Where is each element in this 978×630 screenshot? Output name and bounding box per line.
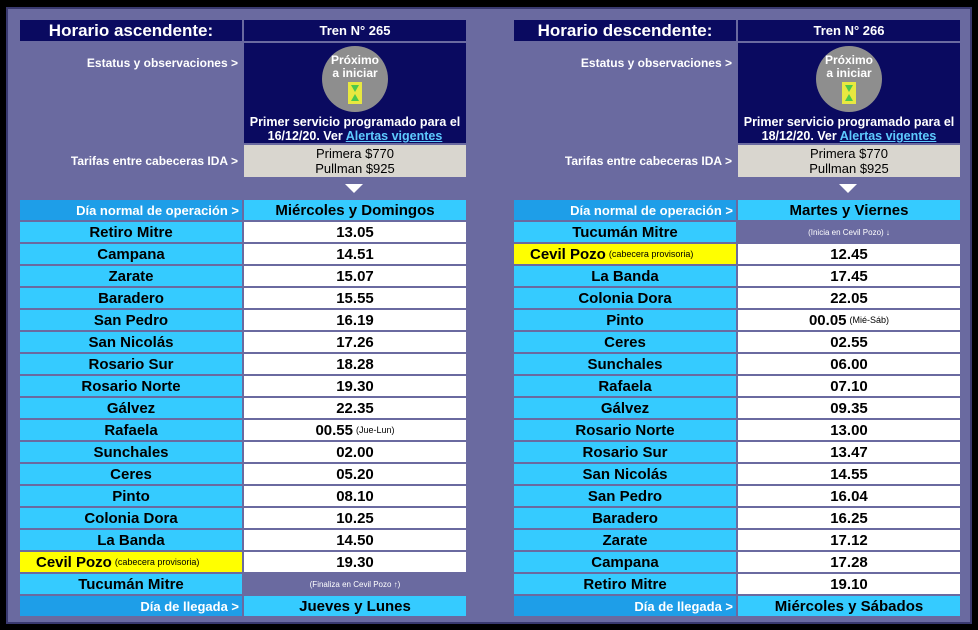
- departure-time: [244, 508, 466, 528]
- time-note: (Jue-Lun): [356, 425, 395, 435]
- time-label: 17.45: [830, 267, 868, 285]
- time-label: 17.26: [336, 333, 374, 351]
- departure-time: [244, 398, 466, 418]
- time-label: 19.30: [336, 377, 374, 395]
- table-row: [20, 266, 468, 286]
- departure-time: [738, 464, 960, 484]
- table-row: [514, 354, 962, 374]
- status-text: [744, 115, 955, 143]
- departure-time: [244, 266, 466, 286]
- time-label: 16.19: [336, 311, 374, 329]
- departure-time: [738, 420, 960, 440]
- station-name: [514, 222, 736, 242]
- alerts-link[interactable]: Alertas vigentes: [345, 129, 443, 143]
- station-label: Colonia Dora: [84, 509, 178, 527]
- arrival-label: Día de llegada >: [514, 596, 736, 616]
- fares-row: [514, 145, 962, 177]
- fare-first-class: Primera $770: [315, 146, 395, 161]
- header-row: [514, 20, 962, 41]
- departure-time: [738, 530, 960, 550]
- departure-time: [244, 420, 466, 440]
- station-name: [514, 398, 736, 418]
- station-label: Zarate: [108, 267, 154, 285]
- time-note: (Mié-Sáb): [849, 315, 890, 325]
- fares-row: [20, 145, 468, 177]
- departure-time: [738, 354, 960, 374]
- station-label: Campana: [97, 245, 165, 263]
- table-row: [20, 530, 468, 550]
- station-label: San Pedro: [587, 487, 663, 505]
- station-label: Ceres: [604, 333, 646, 351]
- departure-time: [244, 222, 466, 242]
- time-label: 00.55: [315, 421, 353, 439]
- time-label: 17.28: [830, 553, 868, 571]
- table-row: [514, 376, 962, 396]
- arrival-days: Jueves y Lunes: [244, 596, 466, 616]
- departure-time: [244, 442, 466, 462]
- station-name: [20, 552, 242, 572]
- station-label: Rosario Sur: [88, 355, 174, 373]
- departure-time: [244, 310, 466, 330]
- station-label: Baradero: [592, 509, 658, 527]
- table-row: [514, 486, 962, 506]
- station-name: [514, 574, 736, 594]
- time-label: 07.10: [830, 377, 868, 395]
- time-label: 16.04: [830, 487, 868, 505]
- time-label: 10.25: [336, 509, 374, 527]
- table-row: [514, 508, 962, 528]
- station-name: [20, 442, 242, 462]
- departure-time: [244, 530, 466, 550]
- hourglass-icon: [348, 82, 362, 104]
- time-label: (Finaliza en Cevil Pozo ↑): [309, 579, 401, 589]
- station-name: [20, 574, 242, 594]
- time-label: 19.10: [830, 575, 868, 593]
- table-row: [514, 332, 962, 352]
- time-label: 00.05: [808, 311, 847, 329]
- station-name: [514, 508, 736, 528]
- operation-label: Día normal de operación >: [20, 200, 242, 220]
- status-badge-line2: a iniciar: [826, 66, 872, 80]
- departure-time: [244, 552, 466, 572]
- status-row: [20, 43, 468, 143]
- station-label: Rafaela: [598, 377, 652, 395]
- station-note: (cabecera provisoria): [608, 249, 694, 259]
- time-label: (Inicia en Cevil Pozo) ↓: [808, 227, 890, 237]
- table-row: [20, 508, 468, 528]
- fares-label: Tarifas entre cabeceras IDA >: [564, 154, 732, 168]
- table-row: [514, 288, 962, 308]
- departure-time: [244, 354, 466, 374]
- status-badge-line1: Próximo: [824, 53, 873, 67]
- departure-time: [738, 574, 960, 594]
- fares-box: [738, 145, 960, 177]
- departure-time: [244, 376, 466, 396]
- table-row: [20, 442, 468, 462]
- station-label: Retiro Mitre: [89, 223, 173, 241]
- station-label: Rosario Norte: [81, 377, 181, 395]
- station-name: [20, 530, 242, 550]
- table-row: [514, 574, 962, 594]
- station-name: [20, 376, 242, 396]
- station-label: Ceres: [110, 465, 152, 483]
- station-name: [20, 508, 242, 528]
- departure-time: [738, 486, 960, 506]
- status-text-line2: 18/12/20. Ver: [761, 129, 837, 143]
- time-label: 22.05: [830, 289, 868, 307]
- station-name: [514, 332, 736, 352]
- station-label: Pinto: [606, 311, 644, 329]
- table-row: [514, 530, 962, 550]
- table-row: [514, 398, 962, 418]
- time-label: 22.35: [336, 399, 374, 417]
- down-arrow-icon: [839, 184, 857, 193]
- station-name: [20, 288, 242, 308]
- station-label: Sunchales: [587, 355, 663, 373]
- fares-label: Tarifas entre cabeceras IDA >: [70, 154, 238, 168]
- operation-days: Miércoles y Domingos: [244, 200, 466, 220]
- table-row: [20, 376, 468, 396]
- operation-row: [20, 200, 468, 220]
- time-label: 19.30: [336, 553, 374, 571]
- station-label: La Banda: [97, 531, 165, 549]
- station-name: [20, 266, 242, 286]
- down-arrow-icon: [345, 184, 363, 193]
- station-name: [514, 442, 736, 462]
- station-label: San Nicolás: [582, 465, 668, 483]
- table-row: [20, 222, 468, 242]
- status-label: Estatus y observaciones >: [580, 56, 732, 70]
- schedule-frame: [6, 7, 972, 624]
- table-row: [20, 486, 468, 506]
- status-text-line1: Primer servicio programado para el: [743, 115, 955, 129]
- station-label: San Pedro: [93, 311, 169, 329]
- table-row: [514, 222, 962, 242]
- station-name: [514, 530, 736, 550]
- station-name: [20, 310, 242, 330]
- fare-pullman: Pullman $925: [809, 161, 889, 176]
- station-name: [20, 420, 242, 440]
- station-name: [514, 266, 736, 286]
- departure-time: [244, 464, 466, 484]
- station-label: Gálvez: [600, 399, 650, 417]
- table-row: [514, 442, 962, 462]
- station-label: Campana: [591, 553, 659, 571]
- table-row: [20, 244, 468, 264]
- station-name: [514, 310, 736, 330]
- status-text-line1: Primer servicio programado para el: [249, 115, 461, 129]
- station-label: Cevil Pozo: [36, 553, 112, 571]
- station-label: Rosario Norte: [575, 421, 675, 439]
- time-label: 09.35: [830, 399, 868, 417]
- table-row: [20, 552, 468, 572]
- table-row: [20, 354, 468, 374]
- table-row: [20, 464, 468, 484]
- time-label: 13.00: [830, 421, 868, 439]
- header-row: [20, 20, 468, 41]
- status-box: [244, 43, 466, 143]
- time-label: 13.47: [830, 443, 868, 461]
- operation-days: Martes y Viernes: [738, 200, 960, 220]
- schedule-title: Horario descendente:: [514, 20, 736, 41]
- station-label: Zarate: [602, 531, 648, 549]
- status-badge-line1: Próximo: [330, 53, 379, 67]
- departure-time: [738, 552, 960, 572]
- table-row: [514, 266, 962, 286]
- table-row: [20, 398, 468, 418]
- station-label: Rosario Sur: [582, 443, 668, 461]
- arrival-row: [514, 596, 962, 616]
- time-label: 17.12: [830, 531, 868, 549]
- train-number: Tren N° 266: [738, 20, 960, 41]
- station-name: [514, 376, 736, 396]
- departure-time: [738, 398, 960, 418]
- station-name: [514, 354, 736, 374]
- table-row: [514, 244, 962, 264]
- station-label: La Banda: [591, 267, 659, 285]
- station-label: Pinto: [112, 487, 150, 505]
- station-name: [514, 244, 736, 264]
- station-label: Rafaela: [104, 421, 158, 439]
- status-badge: [322, 46, 388, 112]
- station-label: Sunchales: [93, 443, 169, 461]
- station-name: [20, 222, 242, 242]
- status-badge-line2: a iniciar: [332, 66, 378, 80]
- arrival-row: [20, 596, 468, 616]
- departure-time: [244, 574, 466, 594]
- fare-pullman: Pullman $925: [315, 161, 395, 176]
- departure-time: [738, 332, 960, 352]
- station-label: Cevil Pozo: [530, 245, 606, 263]
- schedule-title: Horario ascendente:: [20, 20, 242, 41]
- station-name: [20, 244, 242, 264]
- status-text-line2: 16/12/20. Ver: [267, 129, 343, 143]
- station-label: San Nicolás: [88, 333, 174, 351]
- departure-time: [738, 310, 960, 330]
- table-row: [20, 310, 468, 330]
- departure-time: [738, 442, 960, 462]
- station-name: [514, 464, 736, 484]
- station-name: [514, 420, 736, 440]
- station-label: Retiro Mitre: [583, 575, 667, 593]
- status-box: [738, 43, 960, 143]
- departure-time: [244, 486, 466, 506]
- status-row: [514, 43, 962, 143]
- arrival-label: Día de llegada >: [20, 596, 242, 616]
- time-label: 13.05: [336, 223, 374, 241]
- time-label: 14.55: [830, 465, 868, 483]
- fare-first-class: Primera $770: [809, 146, 889, 161]
- operation-label: Día normal de operación >: [514, 200, 736, 220]
- table-row: [20, 574, 468, 594]
- station-name: [20, 464, 242, 484]
- station-name: [514, 486, 736, 506]
- status-badge: [816, 46, 882, 112]
- station-label: Gálvez: [106, 399, 156, 417]
- table-row: [514, 464, 962, 484]
- alerts-link[interactable]: Alertas vigentes: [839, 129, 937, 143]
- time-label: 15.55: [336, 289, 374, 307]
- station-label: Colonia Dora: [578, 289, 672, 307]
- departure-time: [244, 288, 466, 308]
- time-label: 06.00: [830, 355, 868, 373]
- departure-time: [738, 288, 960, 308]
- status-label: Estatus y observaciones >: [86, 56, 238, 70]
- departure-time: [738, 508, 960, 528]
- station-label: Tucumán Mitre: [78, 575, 184, 593]
- time-label: 14.50: [336, 531, 374, 549]
- station-name: [514, 288, 736, 308]
- departure-time: [738, 266, 960, 286]
- time-label: 18.28: [336, 355, 374, 373]
- station-label: Baradero: [98, 289, 164, 307]
- station-name: [20, 398, 242, 418]
- table-row: [20, 420, 468, 440]
- time-label: 12.45: [830, 245, 868, 263]
- departure-time: [738, 222, 960, 242]
- station-label: Tucumán Mitre: [572, 223, 678, 241]
- time-label: 08.10: [336, 487, 374, 505]
- table-row: [514, 420, 962, 440]
- table-row: [20, 288, 468, 308]
- fares-box: [244, 145, 466, 177]
- time-label: 02.55: [830, 333, 868, 351]
- hourglass-icon: [842, 82, 856, 104]
- station-name: [20, 332, 242, 352]
- table-row: [514, 552, 962, 572]
- departure-time: [738, 376, 960, 396]
- time-label: 05.20: [336, 465, 374, 483]
- time-label: 14.51: [336, 245, 374, 263]
- departure-time: [244, 332, 466, 352]
- time-label: 15.07: [336, 267, 374, 285]
- time-label: 02.00: [336, 443, 374, 461]
- station-name: [20, 354, 242, 374]
- station-note: (cabecera provisoria): [114, 557, 200, 567]
- time-label: 16.25: [830, 509, 868, 527]
- station-name: [20, 486, 242, 506]
- operation-row: [514, 200, 962, 220]
- station-name: [514, 552, 736, 572]
- table-row: [20, 332, 468, 352]
- status-text: [250, 115, 461, 143]
- arrival-days: Miércoles y Sábados: [738, 596, 960, 616]
- departure-time: [738, 244, 960, 264]
- train-number: Tren N° 265: [244, 20, 466, 41]
- table-row: [514, 310, 962, 330]
- departure-time: [244, 244, 466, 264]
